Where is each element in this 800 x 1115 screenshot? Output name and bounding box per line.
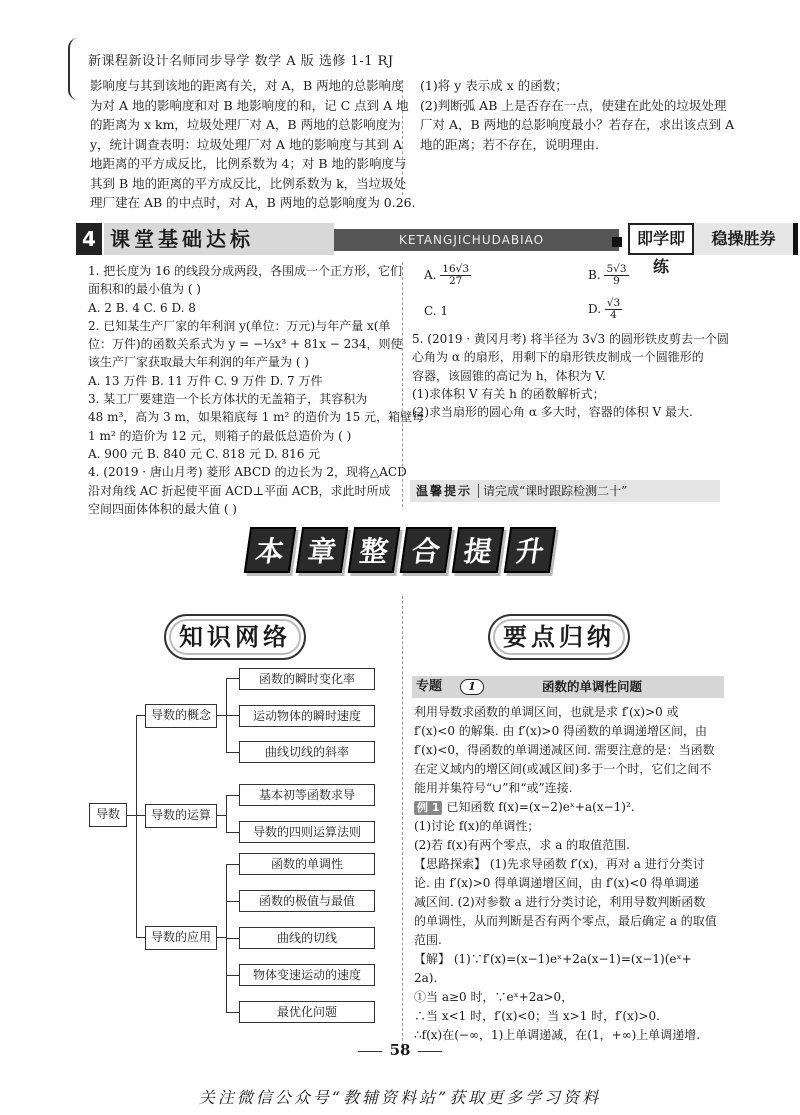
square-icon [612, 237, 622, 247]
question-line: 4. (2019 · 唐山月考) 菱形 ABCD 的边长为 2，现将△ACD [88, 465, 407, 480]
connector [226, 678, 240, 679]
question-options: A. 13 万件 B. 11 万件 C. 9 万件 D. 7 万件 [88, 373, 323, 388]
text-line: 的距离为 x km，垃圾处理厂对 A，B 两地的总影响度为 [90, 117, 401, 132]
topic-bar [412, 676, 724, 698]
text-line: f′(x)<0 的解集. 由 f′(x)>0 得函数的单调递增区间，由 [414, 724, 708, 738]
text-line: 影响度与其到该地的距离有关，对 A，B 两地的总影响度 [90, 78, 404, 93]
question-line: 面积和的最小值为 ( ) [88, 282, 201, 297]
mindmap-leaf: 曲线切线的斜率 [239, 741, 375, 763]
question-line: (2)求当扇形的圆心角 α 多大时，容器的体积 V 最大. [412, 405, 693, 420]
question-line: 5. (2019 · 黄冈月考) 将半径为 3√3 的圆形铁皮剪去一个圆 [412, 332, 729, 346]
page-header: 新课程新设计名师同步导学 数学 A 版 选修 1-1 RJ [88, 54, 394, 69]
text-line: 地的距离；若不存在，说明理由. [420, 136, 599, 152]
connector [226, 975, 240, 976]
question-line: 该生产厂家获取最大年利润的年产量为 ( ) [88, 355, 309, 370]
option-a: A. $\frac{16√3}{27}$ [424, 263, 470, 287]
mindmap-leaf: 物体变速运动的速度 [239, 964, 375, 986]
topic-title: 函数的单调性问题 [542, 679, 643, 694]
text-line: 为对 A 地的影响度和对 B 地影响度的和，记 C 点到 A 地 [90, 97, 409, 113]
connector [226, 1012, 240, 1013]
connector [226, 795, 240, 796]
question-options: A. 2 B. 4 C. 6 D. 8 [88, 300, 196, 315]
text-line: 在定义域内的增区间(或减区间)多于一个时，它们之间不 [414, 762, 712, 776]
analysis-line: 论. 由 f′(x)>0 得单调递增区间，由 f′(x)<0 得单调递 [414, 876, 699, 890]
analysis-line: 减区间. (2)对参数 a 进行分类讨论，利用导数判断函数 [414, 895, 706, 909]
mindmap-branch: 导数的概念 [145, 704, 217, 728]
solution-line: ∴当 x<1 时，f′(x)<0；当 x>1 时，f′(x)>0. [414, 1009, 660, 1023]
banner-pinyin: KETANGJICHUDABIAO [334, 229, 619, 251]
footer-note: 关注微信公众号“教辅资料站”获取更多学习资料 [198, 1088, 602, 1107]
mindmap-leaf: 基本初等函数求导 [239, 784, 375, 806]
question-line: 1 m² 的造价为 12 元，则箱子的最低总造价为 ( ) [88, 428, 352, 443]
mindmap-leaf: 函数的极值与最值 [239, 890, 375, 912]
text-line: (1)将 y 表示成 x 的函数； [420, 78, 568, 93]
question-line: 空间四面体体积的最大值 ( ) [88, 501, 237, 516]
mindmap-leaf: 运动物体的瞬时速度 [239, 705, 375, 727]
solution-line: 2a). [414, 971, 438, 985]
question-line: 2. 已知某生产厂家的年利润 y(单位：万元)与年产量 x(单 [88, 318, 391, 333]
text-line: f′(x)<0，得函数的单调递减区间. 需要注意的是：当函数 [414, 743, 715, 757]
example-q1: (1)讨论 f(x)的单调性； [414, 819, 540, 833]
connector [136, 715, 137, 937]
analysis-line: 的单调性，从而判断是否有两个零点，最后确定 a 的取值 [414, 914, 717, 928]
connector [226, 832, 240, 833]
example-tag: 例 1 [414, 801, 442, 815]
top-right-text [420, 76, 735, 154]
text-line: 地距离的平方成反比，比例系数为 4；对 B 地的影响度与 [90, 156, 407, 171]
option-d-num: √3 [606, 297, 621, 309]
mindmap-root: 导数 [89, 803, 127, 827]
question-line: 48 m³，高为 3 m，如果箱底每 1 m² 的造价为 15 元，箱壁每 [88, 410, 425, 425]
example-q2: (2)若 f(x)有两个零点，求 a 的取值范围. [414, 838, 630, 852]
chapter-char: 升 [504, 527, 556, 573]
question-options: A. 900 元 B. 840 元 C. 818 元 D. 816 元 [88, 446, 321, 461]
banner-title: 课堂基础达标 [104, 223, 334, 255]
mindmap-leaf: 曲线的切线 [239, 927, 375, 949]
question-line: 1. 把长度为 16 的线段分成两段，各围成一个正方形，它们 [88, 264, 403, 278]
option-b-num: 5√3 [606, 263, 627, 275]
chapter-char: 本 [244, 527, 296, 573]
mindmap-branch: 导数的运算 [145, 804, 217, 828]
solution-line: ①当 a≥0 时，∵eˣ+2a>0， [414, 990, 574, 1004]
section-heading-knowledge-network: 知识网络 [164, 614, 306, 660]
banner-tag-1: 即学即练 [628, 223, 694, 255]
solution-line: ∴f(x)在(−∞，1)上单调递减，在(1，+∞)上单调递增. [414, 1028, 701, 1042]
tip-text: 请完成“课时跟踪检测二十” [483, 484, 628, 498]
mindmap-branch: 导数的应用 [145, 926, 217, 950]
banner-tag-2: 稳操胜券 [694, 223, 798, 255]
questions-right [412, 330, 729, 421]
option-a-den: 27 [448, 275, 463, 287]
column-divider [402, 596, 403, 1056]
chapter-char: 章 [296, 527, 348, 573]
tip-bar [410, 480, 720, 502]
question-line: 位：万件)的函数关系式为 y = −⅓x³ + 81x − 234，则使 [88, 337, 403, 352]
question-line: (1)求体积 V 有关 h 的函数解析式； [412, 386, 605, 401]
page-number-row [0, 1041, 800, 1059]
text-line: 厂对 A，B 两地的总影响度最小？若存在，求出该点到 A [420, 117, 735, 132]
mindmap-leaf: 函数的瞬时变化率 [239, 668, 375, 690]
topic-label: 专题 [416, 679, 443, 694]
mindmap-leaf: 函数的单调性 [239, 853, 375, 875]
option-c: C. 1 [424, 304, 449, 318]
analysis-line: 【思路探索】 (1)先求导函数 f′(x)，再对 a 进行分类讨 [414, 857, 705, 871]
option-d-den: 4 [610, 309, 617, 321]
text-line: 利用导数求函数的单调区间，也就是求 f′(x)>0 或 [414, 705, 679, 719]
connector [226, 864, 240, 865]
question-line: 沿对角线 AC 折起使平面 ACD⊥平面 ACB，求此时所成 [88, 483, 391, 498]
text-line: y，统计调查表明：垃圾处理厂对 A 地的影响度与其到 A [90, 136, 403, 152]
connector [226, 752, 240, 753]
solution-line: 【解】 (1)∵f′(x)=(x−1)eˣ+2a(x−1)=(x−1)(eˣ+ [414, 952, 692, 966]
text-line: 理厂建在 AB 的中点时，对 A，B 两地的总影响度为 0.26. [90, 195, 416, 210]
topic-body [414, 703, 726, 1045]
topic-number: 1 [460, 679, 484, 695]
question-line: 3. 某工厂要建造一个长方体状的无盖箱子，其容积为 [88, 392, 368, 407]
mindmap-leaf: 最优化问题 [239, 1001, 375, 1023]
option-a-num: 16√3 [442, 263, 470, 275]
tip-label: 温馨提示 [416, 484, 479, 498]
connector [226, 901, 240, 902]
chapter-char: 合 [400, 527, 452, 573]
page-number: 58 [389, 1041, 411, 1059]
analysis-line: 范围. [414, 933, 442, 947]
connector [226, 795, 227, 832]
option-b-den: 9 [613, 275, 620, 287]
text-line: 其到 B 地的距离的平方成反比，比例系数为 k，当垃圾处 [90, 175, 407, 191]
text-line: (2)判断弧 AB 上是否存在一点，使建在此处的垃圾处理 [420, 97, 727, 113]
section-heading-key-points: 要点归纳 [488, 614, 630, 660]
dash [358, 1051, 382, 1052]
connector [226, 715, 240, 716]
dash [418, 1051, 442, 1052]
chapter-char: 提 [452, 527, 504, 573]
text-line: 能用并集符号“∪”和“或”连接. [414, 781, 573, 795]
question-line: 容器，该圆锥的高记为 h，体积为 V. [412, 368, 606, 383]
mindmap-leaf: 导数的四则运算法则 [239, 821, 375, 843]
question-line: 心角为 α 的扇形，用剩下的扇形铁皮制成一个圆锥形的 [412, 350, 704, 365]
example-stem: 例 1 已知函数 f(x)=(x−2)eˣ+a(x−1)². [414, 798, 726, 817]
banner-number: 4 [76, 223, 102, 255]
chapter-char: 整 [348, 527, 400, 573]
option-b: B. $\frac{5√3}{9}$ [588, 263, 627, 287]
connector [226, 938, 240, 939]
option-d: D. $\frac{√3}{4}$ [588, 297, 621, 321]
